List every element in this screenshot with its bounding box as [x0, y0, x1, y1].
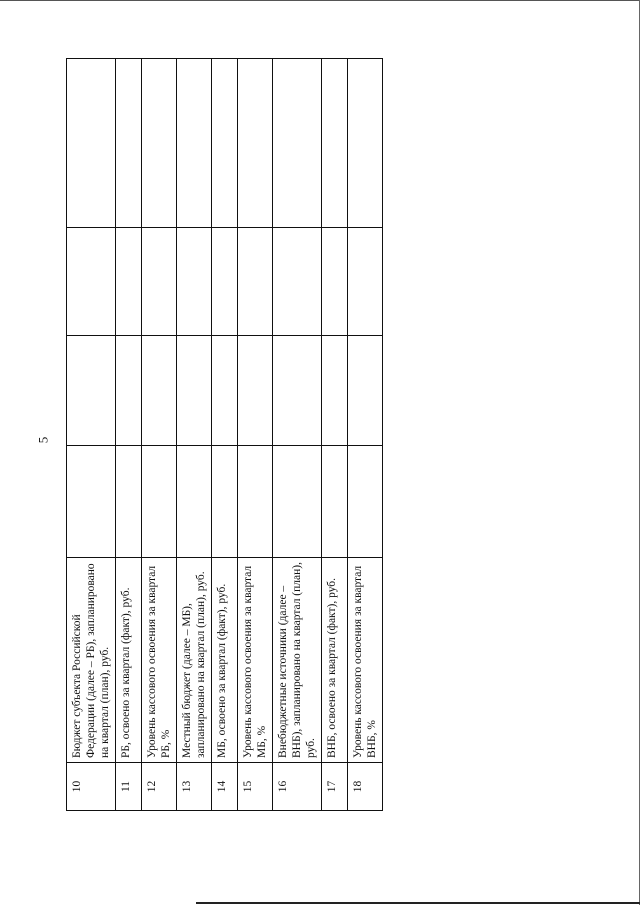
row-label: Бюджет субъекта Российской Федерации (далее – РБ), запланировано на квартал (план), руб.	[67, 558, 116, 763]
row-number: 16	[273, 763, 322, 811]
row-number: 10	[67, 763, 116, 811]
row-label: Уровень кассового освоения за квартал ВНБ, %	[348, 558, 383, 763]
row-number: 17	[322, 763, 348, 811]
row-number: 14	[212, 763, 238, 811]
value-cell	[142, 446, 177, 558]
value-cell	[177, 59, 212, 228]
table-row	[348, 59, 383, 811]
value-cell	[238, 446, 273, 558]
value-cell	[67, 336, 116, 446]
value-cell	[212, 446, 238, 558]
row-label: Внебюджетные источники (далее – ВНБ), запланировано на квартал (план), руб.	[273, 558, 322, 763]
value-cell	[116, 336, 142, 446]
value-cell	[273, 336, 322, 446]
value-cell	[212, 228, 238, 336]
row-label: РБ, освоено за квартал (факт), руб.	[116, 558, 142, 763]
scan-edge-top	[0, 0, 640, 1]
value-cell	[142, 59, 177, 228]
value-cell	[177, 446, 212, 558]
table-row	[238, 59, 273, 811]
row-number: 15	[238, 763, 273, 811]
value-cell	[348, 228, 383, 336]
value-cell	[116, 228, 142, 336]
value-cell	[322, 228, 348, 336]
value-cell	[116, 59, 142, 228]
row-number: 11	[116, 763, 142, 811]
table-row	[177, 59, 212, 811]
report-table	[66, 58, 383, 811]
value-cell	[273, 228, 322, 336]
value-cell	[238, 59, 273, 228]
value-cell	[142, 336, 177, 446]
value-cell	[212, 59, 238, 228]
table-row	[212, 59, 238, 811]
page-number: 5	[35, 436, 51, 444]
row-label: Уровень кассового освоения за квартал МБ, %	[238, 558, 273, 763]
value-cell	[116, 446, 142, 558]
table-row	[142, 59, 177, 811]
value-cell	[348, 446, 383, 558]
value-cell	[348, 336, 383, 446]
table-row	[322, 59, 348, 811]
value-cell	[67, 59, 116, 228]
value-cell	[348, 59, 383, 228]
row-number: 18	[348, 763, 383, 811]
table-container	[66, 59, 378, 811]
value-cell	[322, 59, 348, 228]
value-cell	[67, 228, 116, 336]
value-cell	[238, 336, 273, 446]
value-cell	[273, 446, 322, 558]
value-cell	[238, 228, 273, 336]
value-cell	[212, 336, 238, 446]
value-cell	[273, 59, 322, 228]
table-row	[273, 59, 322, 811]
value-cell	[177, 336, 212, 446]
row-label: ВНБ, освоено за квартал (факт), руб.	[322, 558, 348, 763]
row-label: Местный бюджет (далее – МБ), запланировано на квартал (план), руб.	[177, 558, 212, 763]
scan-edge-bottom	[196, 902, 640, 904]
row-label: Уровень кассового освоения за квартал РБ, %	[142, 558, 177, 763]
value-cell	[322, 336, 348, 446]
value-cell	[177, 228, 212, 336]
value-cell	[67, 446, 116, 558]
value-cell	[322, 446, 348, 558]
table-row	[67, 59, 116, 811]
row-number: 13	[177, 763, 212, 811]
row-label: МБ, освоено за квартал (факт), руб.	[212, 558, 238, 763]
row-number: 12	[142, 763, 177, 811]
value-cell	[142, 228, 177, 336]
table-row	[116, 59, 142, 811]
